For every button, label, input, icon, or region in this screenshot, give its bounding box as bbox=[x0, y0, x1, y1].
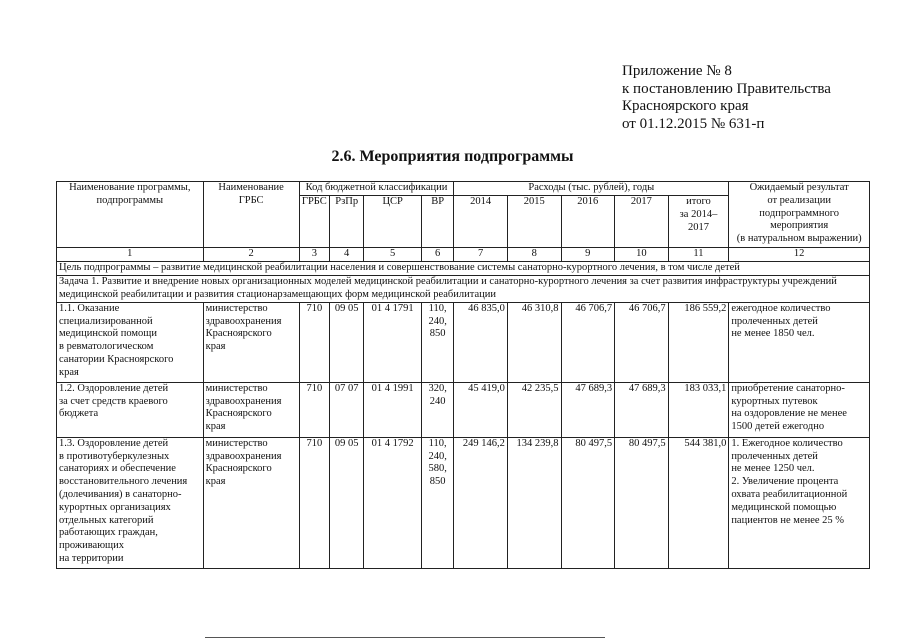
expected-result: приобретение санаторно- курортных путевок на оздоровление не менее 1500 детей ежегодно bbox=[729, 382, 870, 437]
column-number: 8 bbox=[507, 248, 561, 262]
column-number: 5 bbox=[364, 248, 422, 262]
activity-name: 1.3. Оздоровление детей в противотуберкулезных санаториях и обеспечение восстановительного лечения (долечивания) в санаторно- курортных организациях отдельных категорий работающих граждан, проживающих на территории bbox=[57, 437, 204, 568]
activities-table bbox=[56, 181, 870, 569]
table-row bbox=[57, 302, 870, 382]
expense-2017: 80 497,5 bbox=[615, 437, 669, 568]
activity-name: 1.1. Оказание специализированной медицинской помощи в ревматологическом санатории Красноярского края bbox=[57, 302, 204, 382]
header-2014: 2014 bbox=[454, 196, 508, 248]
grbs-name: министерство здравоохранения Красноярского края bbox=[203, 302, 299, 382]
header-expenses: Расходы (тыс. рублей), годы bbox=[454, 182, 729, 196]
column-number: 2 bbox=[203, 248, 299, 262]
header-2017: 2017 bbox=[615, 196, 669, 248]
table-row bbox=[57, 382, 870, 437]
column-number: 10 bbox=[615, 248, 669, 262]
expense-2016: 46 706,7 bbox=[561, 302, 615, 382]
rzpr-code: 07 07 bbox=[329, 382, 363, 437]
grbs-name: министерство здравоохранения Красноярского края bbox=[203, 437, 299, 568]
expense-total: 186 559,2 bbox=[668, 302, 729, 382]
task-row: Задача 1. Развитие и внедрение новых организационных моделей медицинской реабилитации и санаторно-курортного лечения за счет развития инфраструктуры учреждений медицинской реабилитации и развития стационарзамещающих форм медицинской реабилитации bbox=[57, 275, 870, 302]
header-2016: 2016 bbox=[561, 196, 615, 248]
header-grbs-name: Наименование ГРБС bbox=[203, 182, 299, 248]
page-bottom-rule bbox=[205, 637, 605, 638]
expense-2014: 45 419,0 bbox=[454, 382, 508, 437]
grbs-code: 710 bbox=[299, 437, 329, 568]
expense-2016: 47 689,3 bbox=[561, 382, 615, 437]
vr-code: 110, 240, 850 bbox=[421, 302, 453, 382]
header-name: Наименование программы, подпрограммы bbox=[57, 182, 204, 248]
table-row bbox=[57, 437, 870, 568]
expense-2014: 249 146,2 bbox=[454, 437, 508, 568]
vr-code: 320, 240 bbox=[421, 382, 453, 437]
rzpr-code: 09 05 bbox=[329, 302, 363, 382]
vr-code: 110, 240, 580, 850 bbox=[421, 437, 453, 568]
expense-2017: 47 689,3 bbox=[615, 382, 669, 437]
expense-2015: 134 239,8 bbox=[507, 437, 561, 568]
expected-result: ежегодное количество пролеченных детей не менее 1850 чел. bbox=[729, 302, 870, 382]
expense-2017: 46 706,7 bbox=[615, 302, 669, 382]
column-number: 1 bbox=[57, 248, 204, 262]
expense-2016: 80 497,5 bbox=[561, 437, 615, 568]
expense-2014: 46 835,0 bbox=[454, 302, 508, 382]
goal-row: Цель подпрограммы – развитие медицинской реабилитации населения и совершенствование системы санаторно-курортного лечения, в том числе детей bbox=[57, 261, 870, 275]
column-number: 9 bbox=[561, 248, 615, 262]
header-csr: ЦСР bbox=[364, 196, 422, 248]
expected-result: 1. Ежегодное количество пролеченных детей не менее 1250 чел. 2. Увеличение процента охвата реабилитационной медицинской помощью пациентов не менее 25 % bbox=[729, 437, 870, 568]
column-number: 4 bbox=[329, 248, 363, 262]
header-grbs: ГРБС bbox=[299, 196, 329, 248]
rzpr-code: 09 05 bbox=[329, 437, 363, 568]
grbs-code: 710 bbox=[299, 302, 329, 382]
grbs-code: 710 bbox=[299, 382, 329, 437]
header-2015: 2015 bbox=[507, 196, 561, 248]
header-total: итого за 2014– 2017 bbox=[668, 196, 729, 248]
column-number: 7 bbox=[454, 248, 508, 262]
header-vr: ВР bbox=[421, 196, 453, 248]
expense-2015: 46 310,8 bbox=[507, 302, 561, 382]
column-number: 11 bbox=[668, 248, 729, 262]
expense-total: 183 033,1 bbox=[668, 382, 729, 437]
header-budget-code: Код бюджетной классификации bbox=[299, 182, 454, 196]
csr-code: 01 4 1792 bbox=[364, 437, 422, 568]
expense-total: 544 381,0 bbox=[668, 437, 729, 568]
csr-code: 01 4 1791 bbox=[364, 302, 422, 382]
grbs-name: министерство здравоохранения Красноярского края bbox=[203, 382, 299, 437]
column-number: 3 bbox=[299, 248, 329, 262]
header-rzpr: РзПр bbox=[329, 196, 363, 248]
expense-2015: 42 235,5 bbox=[507, 382, 561, 437]
appendix-header: Приложение № 8 к постановлению Правительства Красноярского края от 01.12.2015 № 631-п bbox=[622, 63, 831, 132]
section-title: 2.6. Мероприятия подпрограммы bbox=[331, 148, 574, 165]
column-number: 6 bbox=[421, 248, 453, 262]
header-result: Ожидаемый результат от реализации подпрограммного мероприятия (в натуральном выражении) bbox=[729, 182, 870, 248]
activity-name: 1.2. Оздоровление детей за счет средств краевого бюджета bbox=[57, 382, 204, 437]
column-number: 12 bbox=[729, 248, 870, 262]
csr-code: 01 4 1991 bbox=[364, 382, 422, 437]
